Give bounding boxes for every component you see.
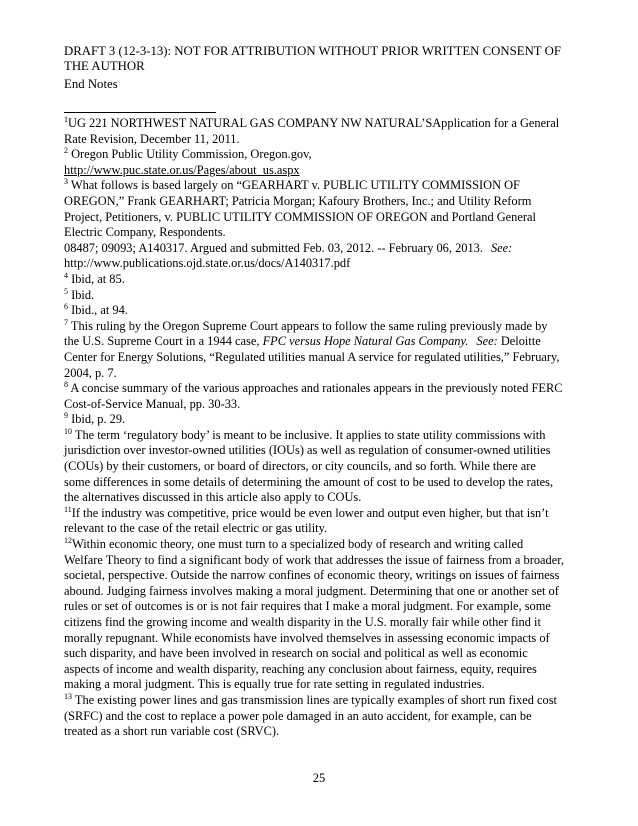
endnote-1 [64, 116, 564, 147]
endnotes-list [64, 116, 564, 740]
endnote-number: 4 [64, 270, 68, 280]
endnote-text: A concise summary of the various approaches and rationales appears in the previously noted FERC Cost-of-Service Manual, pp. 30-33. [64, 381, 563, 411]
endnote-text-continued: Deloitte Center for Energy Solutions, “Regulated utilities manual A service for regulated utilities,” February, 2004, p. 7. [64, 334, 560, 380]
page-number: 25 [312, 771, 326, 785]
endnote-text: If the industry was competitive, price would be even lower and output even higher, but that isn’t relevant to the case of the retail electric or gas utility. [64, 505, 549, 536]
endnote-link[interactable]: http://www.puc.state.or.us/Pages/about_us.aspx [64, 162, 300, 177]
endnote-5 [64, 288, 564, 304]
endnote-2 [64, 147, 564, 178]
endnote-text: Ibid., at 94. [71, 303, 128, 318]
endnote-number: 13 [64, 691, 72, 701]
endnote-number: 2 [64, 146, 68, 156]
endnote-number: 5 [64, 286, 68, 296]
endnote-number: 11 [64, 504, 72, 514]
endnote-6 [64, 303, 564, 319]
endnote-number: 10 [64, 426, 72, 436]
endnote-8 [64, 381, 564, 412]
see-label: See: [490, 240, 513, 255]
endnote-number: 6 [64, 302, 68, 311]
footnote-separator [64, 112, 216, 113]
draft-header: DRAFT 3 (12-3-13): NOT FOR ATTRIBUTION WITHOUT PRIOR WRITTEN CONSENT OF THE AUTHOR [64, 44, 561, 73]
endnote-text: The existing power lines and gas transmission lines are typically examples of short run fixed cost (SRFC) and the cost to replace a power pole damaged in an auto accident, for example, can be treated as a short run variable cost (SRVC). [64, 692, 557, 739]
section-title: End Notes [64, 77, 118, 91]
endnote-number: 7 [64, 317, 68, 327]
endnote-11 [64, 506, 564, 537]
endnote-13 [64, 693, 564, 740]
endnote-10 [64, 428, 564, 506]
endnote-number: 9 [64, 411, 68, 421]
endnote-number: 3 [64, 177, 68, 187]
endnote-text: This ruling by the Oregon Supreme Court appears to follow the same ruling previously made by the U.S. Supreme Court in a 1944 case, [64, 318, 548, 349]
endnote-3 [64, 178, 564, 272]
endnote-text: Ibid, at 85. [71, 271, 125, 286]
endnote-number: 1 [64, 114, 68, 124]
endnote-text-continued: 08487; 09093; A140317. Argued and submitted Feb. 03, 2012. -- February 06, 2013. [64, 240, 483, 255]
endnote-text: Within economic theory, one must turn to a specialized body of research and writing called Welfare Theory to find a significant body of work that addresses the issue of fairness from a broader, societal, perspective. Outside the narrow confines of economic theory, writings on issues of fairness abound. Judging fairness involves making a moral judgment. Determining that one or another set of rules or set of outcomes is or is not fair requires that I make a moral judgment. For example, some citizens find the growing income and wealth disparity in the U.S. morally fair while other find it morally repugnant. While economists have involved themselves in assessing economic impacts of such disparity, and have been involved in research on social and political as well as economic aspects of income and wealth disparity, reaching any conclusion about fairness, equity, requires making a moral judgment. This is equally true for rate setting in regulated industries. [64, 537, 564, 692]
endnote-7 [64, 319, 564, 381]
endnote-url: http://www.publications.ojd.state.or.us/docs/A140317.pdf [64, 256, 351, 271]
endnote-text: Oregon Public Utility Commission, Oregon.gov, [71, 147, 312, 162]
endnote-text: Ibid, p. 29. [71, 412, 126, 427]
endnote-9 [64, 412, 564, 428]
endnote-number: 8 [64, 379, 68, 389]
endnote-number: 12 [64, 535, 72, 545]
endnote-text: What follows is based largely on “GEARHART v. PUBLIC UTILITY COMMISSION OF OREGON,” Frank GEARHART; Patricia Morgan; Kafoury Brothers, Inc.; and Utility Reform Project, Petitioners, v. PUBLIC UTILITY COMMISSION OF OREGON and Portland General Electric Company, Respondents. [64, 178, 536, 240]
endnote-4 [64, 272, 564, 288]
endnote-text: The term ‘regulatory body’ is meant to be inclusive. It applies to state utility commissions with jurisdiction over investor-owned utilities (IOUs) as well as regulation of consumer-owned utilities (COUs) by their customers, or board of directors, or city councils, and so forth. While there are some differences in some details of determining the amount of cost to be used to develop the rates, the alternatives discussed in this article also apply to COUs. [64, 427, 554, 505]
endnote-text: UG 221 NORTHWEST NATURAL GAS COMPANY NW NATURAL’SApplication for a General Rate Revision, December 11, 2011. [64, 116, 560, 146]
endnote-text: Ibid. [71, 287, 95, 302]
case-title: FPC versus Hope Natural Gas Company. [262, 334, 469, 349]
see-label: See: [476, 334, 498, 349]
endnote-12 [64, 537, 564, 693]
